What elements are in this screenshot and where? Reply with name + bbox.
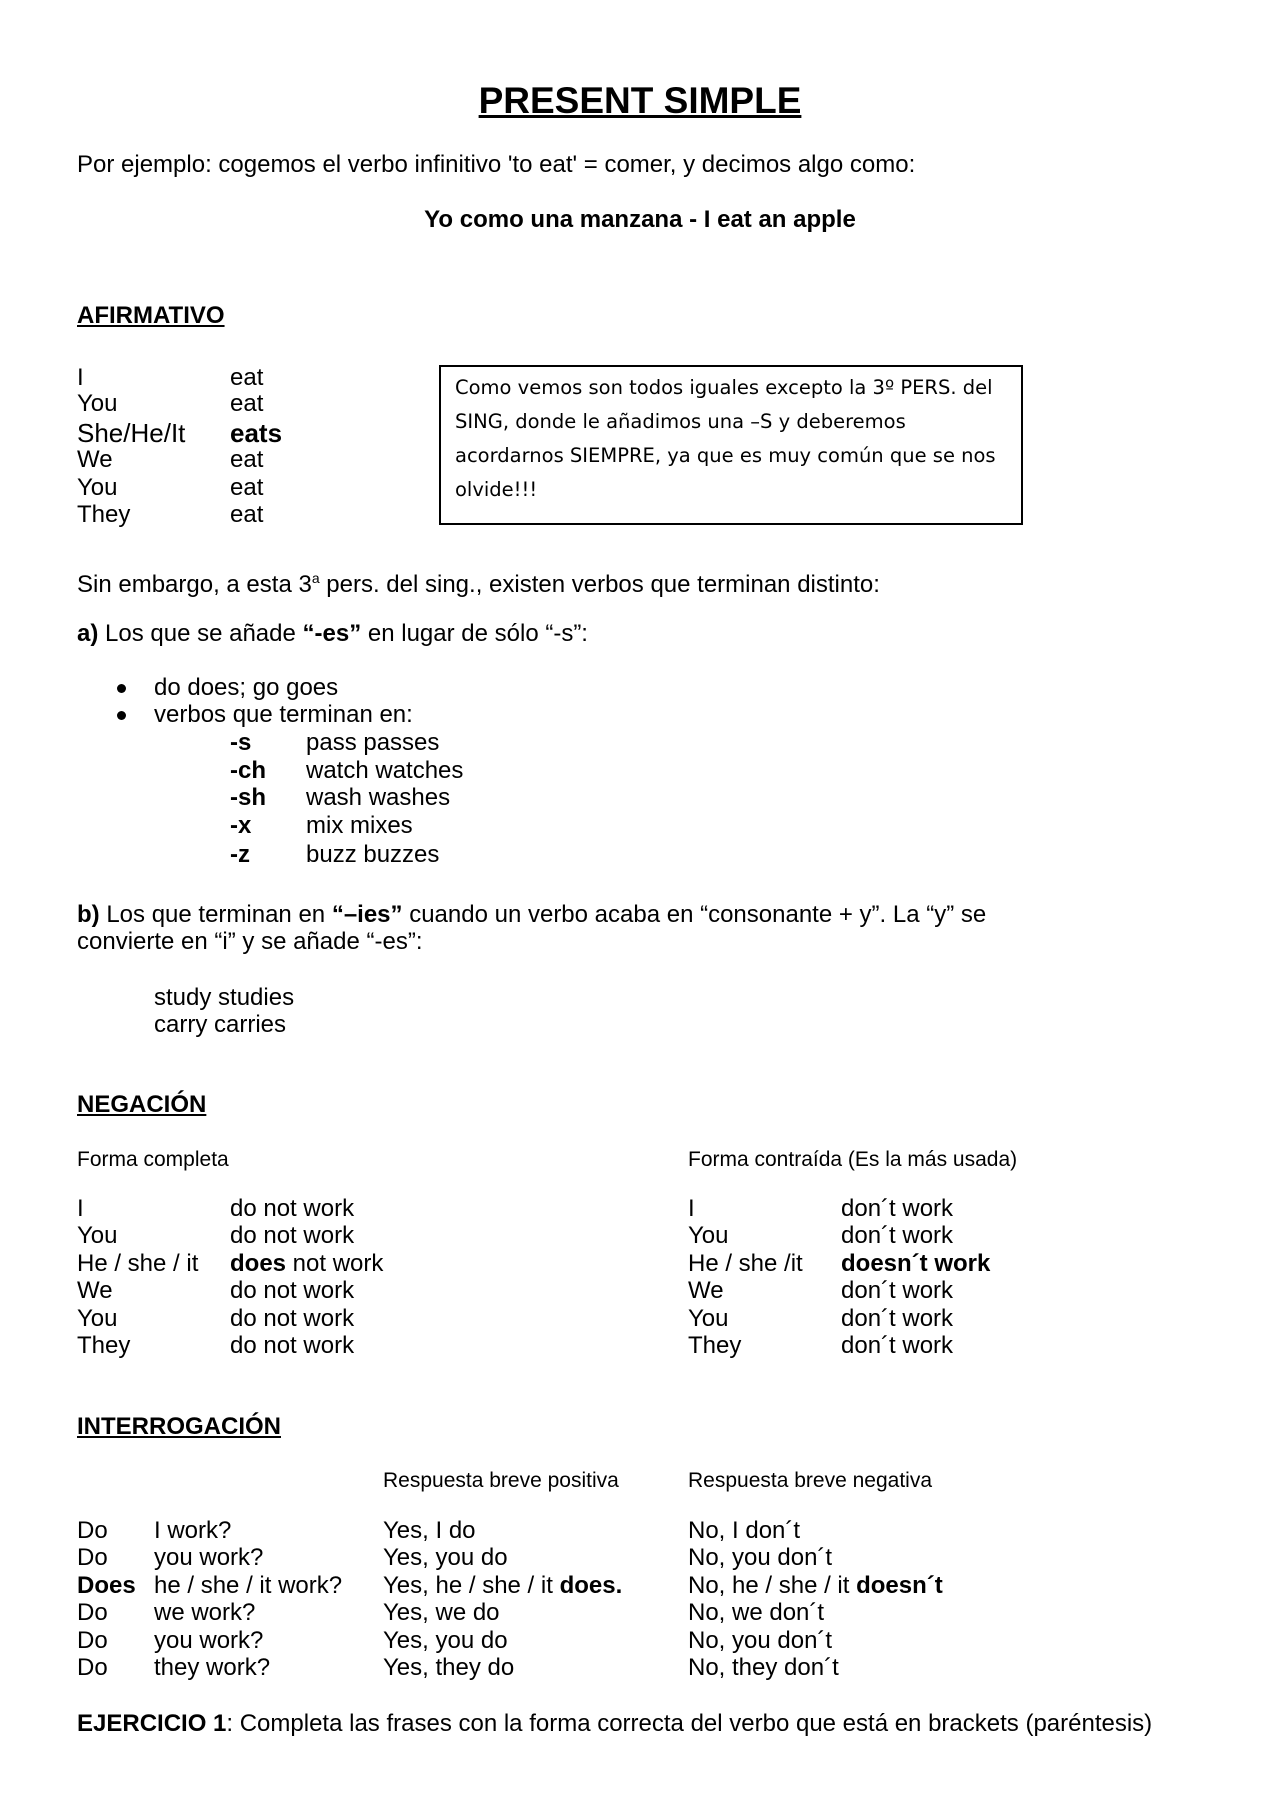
neg-verb: do not work [230,1195,355,1222]
rule-b: b) Los que terminan en “–ies” cuando un verbo acaba en “consonante + y”. La “y” se [77,901,987,928]
question-text: we work? [154,1599,256,1626]
neg-short-subject: We [688,1277,724,1304]
ending-example: buzz buzzes [306,841,440,868]
aff-subject: We [77,446,113,473]
positive-answer: Yes, you do [383,1627,508,1654]
neg-short-verb: don´t work [841,1305,954,1332]
aff-subject: You [77,474,118,501]
negative-answer: No, we don´t [688,1599,825,1626]
interrogacion-heading: INTERROGACIÓN [77,1413,281,1440]
neg-short-subject: He / she /it [688,1250,803,1277]
neg-subject: You [77,1222,118,1249]
negative-answer-label: Respuesta breve negativa [688,1469,932,1492]
neg-short-subject: I [688,1195,695,1222]
exercise-instruction: EJERCICIO 1: Completa las frases con la forma correcta del verbo que está en brackets (paréntesis) [77,1710,1153,1737]
neg-subject: You [77,1305,118,1332]
positive-answer: Yes, we do [383,1599,500,1626]
question-aux: Do [77,1544,108,1571]
neg-subject: We [77,1277,113,1304]
ies-example: carry carries [154,1011,287,1038]
aff-verb: eat [230,474,264,501]
neg-verb: do not work [230,1332,355,1359]
ending-suffix: -x [230,812,252,839]
negative-answer: No, you don´t [688,1544,833,1571]
ending-example: watch watches [306,757,464,784]
negative-answer: No, you don´t [688,1627,833,1654]
neg-short-verb: don´t work [841,1195,954,1222]
positive-answer: Yes, you do [383,1544,508,1571]
rule-a: a) Los que se añade “-es” en lugar de sólo “-s”: [77,620,588,647]
aff-subject: She/He/It [77,418,186,448]
question-aux: Do [77,1517,108,1544]
aff-verb: eat [230,501,264,528]
bullet-item: verbos que terminan en: [154,701,413,728]
neg-short-subject: You [688,1305,729,1332]
aff-verb-bold: eats [230,418,283,448]
aff-verb: eat [230,390,264,417]
positive-answer-label: Respuesta breve positiva [383,1469,619,1492]
afirmativo-heading: AFIRMATIVO [77,302,225,329]
aff-subject: You [77,390,118,417]
example-sentence: Yo como una manzana - I eat an apple [424,206,856,233]
positive-answer: Yes, he / she / it does. [383,1572,623,1599]
neg-verb: do not work [230,1277,355,1304]
neg-short-verb: don´t work [841,1332,954,1359]
neg-subject: They [77,1332,131,1359]
question-text: they work? [154,1654,271,1681]
ies-example: study studies [154,984,295,1011]
positive-answer: Yes, they do [383,1654,515,1681]
neg-subject: I [77,1195,84,1222]
neg-short-subject: You [688,1222,729,1249]
bullet-dot [117,711,126,720]
ending-suffix: -z [230,841,250,868]
aff-verb: eat [230,446,264,473]
rule-b-line2: convierte en “i” y se añade “-es”: [77,928,423,955]
note-box: Como vemos son todos iguales excepto la 3º PERS. del SING, donde le añadimos una –S y deberemos acordarnos SIEMPRE, ya que es muy común que se nos olvide!!! [439,365,1023,525]
question-text: you work? [154,1544,264,1571]
page-title: PRESENT SIMPLE [478,80,802,121]
neg-verb: does not work [230,1250,384,1277]
aff-subject: I [77,364,84,391]
ending-example: pass passes [306,729,440,756]
negative-answer: No, he / she / it doesn´t [688,1572,943,1599]
question-aux: Do [77,1654,108,1681]
negative-answer: No, they don´t [688,1654,839,1681]
neg-short-verb: don´t work [841,1222,954,1249]
full-form-label: Forma completa [77,1148,229,1171]
ending-example: mix mixes [306,812,413,839]
ending-example: wash washes [306,784,451,811]
bullet-item: do does; go goes [154,674,339,701]
question-aux: Do [77,1599,108,1626]
neg-short-verb: don´t work [841,1277,954,1304]
question-aux: Does [77,1572,136,1599]
neg-verb: do not work [230,1222,355,1249]
aff-subject: They [77,501,131,528]
question-text: you work? [154,1627,264,1654]
sin-embargo-text: Sin embargo, a esta 3$^a$ pers. del sing., existen verbos que terminan distinto: [77,570,880,598]
ending-suffix: -s [230,729,252,756]
neg-verb: do not work [230,1305,355,1332]
bullet-dot [117,684,126,693]
positive-answer: Yes, I do [383,1517,476,1544]
ending-suffix: -ch [230,757,266,784]
question-text: he / she / it work? [154,1572,343,1599]
question-text: I work? [154,1517,232,1544]
negative-answer: No, I don´t [688,1517,801,1544]
neg-short-subject: They [688,1332,742,1359]
intro-text: Por ejemplo: cogemos el verbo infinitivo 'to eat' = comer, y decimos algo como: [77,151,916,178]
negacion-heading: NEGACIÓN [77,1091,207,1118]
short-form-label: Forma contraída (Es la más usada) [688,1148,1018,1171]
ending-suffix: -sh [230,784,266,811]
aff-verb: eat [230,364,264,391]
neg-subject: He / she / it [77,1250,199,1277]
question-aux: Do [77,1627,108,1654]
neg-short-verb: doesn´t work [841,1250,991,1277]
